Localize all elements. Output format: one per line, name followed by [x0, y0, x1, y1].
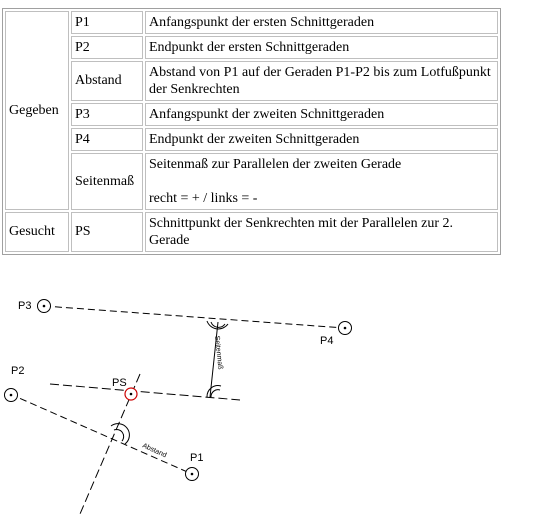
row-key-p2: P2: [71, 36, 143, 59]
row-desc-p1: Anfangspunkt der ersten Schnittgeraden: [145, 11, 498, 34]
table-row: [5, 61, 498, 101]
row-key-p1: P1: [71, 11, 143, 34]
table-row: [5, 128, 498, 151]
right-angle-arc-foot: [111, 424, 129, 444]
point-label-p4: P4: [320, 335, 334, 347]
point-label-p3: P3: [18, 300, 32, 312]
row-desc-ps: Schnittpunkt der Senkrechten mit der Parallelen zur 2. Gerade: [145, 212, 498, 252]
table-row: [5, 153, 498, 210]
row-key-p4: P4: [71, 128, 143, 151]
row-key-abstand: Abstand: [71, 61, 143, 101]
seitenmass-description: Seitenmaß zur Parallelen der zweiten Gerade: [149, 157, 402, 172]
parameter-table: [2, 8, 501, 255]
group-label-sought: Gesucht: [5, 212, 69, 252]
right-angle-arc-bottom-inner: [211, 390, 220, 397]
point-ps-marker: [125, 388, 137, 400]
table-row: [5, 11, 498, 34]
row-desc-p2: Endpunkt der ersten Schnittgeraden: [145, 36, 498, 59]
point-label-ps: PS: [112, 377, 127, 389]
row-key-seitenmass: Seitenmaß: [71, 153, 143, 210]
row-desc-p4: Endpunkt der zweiten Schnittgeraden: [145, 128, 498, 151]
point-label-p2: P2: [11, 365, 25, 377]
row-key-ps: PS: [71, 212, 143, 252]
measure-label-seitenmass: Seitenmaß: [213, 335, 224, 370]
row-desc-seitenmass: [145, 153, 498, 210]
point-p4-marker: [339, 322, 352, 335]
right-angle-arc-foot-inner: [114, 429, 124, 441]
row-desc-abstand: Abstand von P1 auf der Geraden P1-P2 bis zum Lotfußpunkt der Senkrechten: [145, 61, 498, 101]
line-p2-p1: [10, 394, 192, 474]
table-row: [5, 103, 498, 126]
line-p3-p4: [44, 306, 344, 328]
seitenmass-sign-note: recht = + / links = -: [149, 191, 258, 206]
measure-label-abstand: Abstand: [141, 442, 168, 460]
row-desc-p3: Anfangspunkt der zweiten Schnittgeraden: [145, 103, 498, 126]
point-label-p1: P1: [190, 452, 204, 464]
point-p3-marker: [38, 300, 51, 313]
table-row: [5, 36, 498, 59]
row-key-p3: P3: [71, 103, 143, 126]
group-label-given: Gegeben: [5, 11, 69, 210]
point-p1-marker: [186, 468, 199, 481]
construction-diagram: [0, 284, 550, 524]
point-p2-marker: [5, 389, 18, 402]
table-row: [5, 212, 498, 252]
